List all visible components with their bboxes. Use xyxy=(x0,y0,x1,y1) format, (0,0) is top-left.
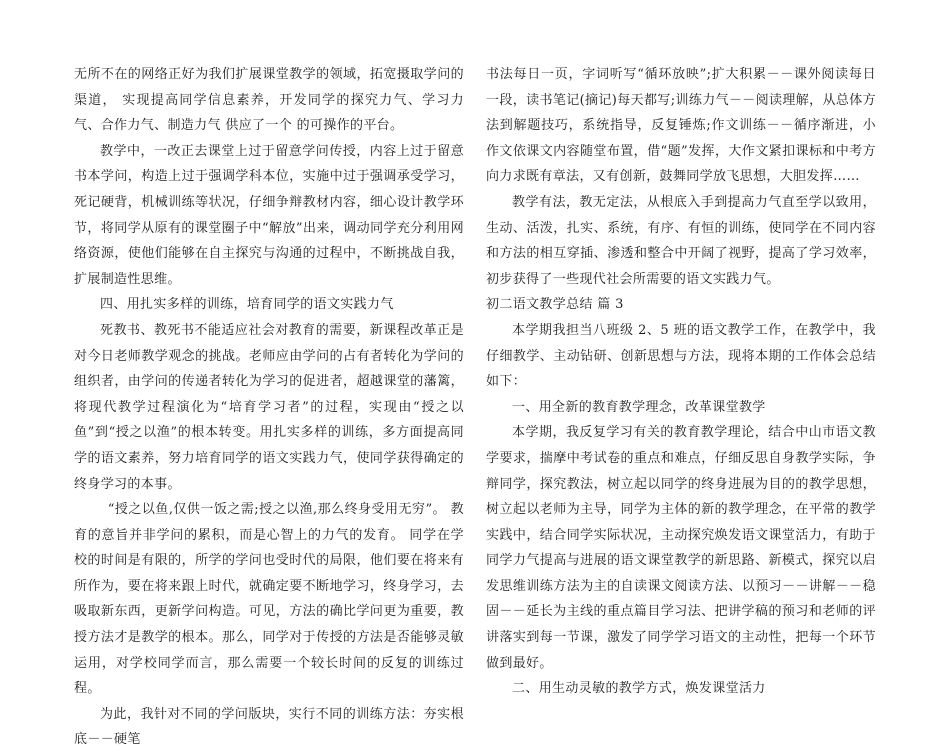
section-title: 初二语文教学总结 篇 3 xyxy=(486,297,624,313)
left-paragraph-2: 教学中，一改正去课堂上过于留意学问传授，内容上过于留意书本学问，构造上过于强调学科本位，实施中过于强调承受学习，死记硬背，机械训练等状况，仔细争辩教材内容，细心设计教学环节，将同学从原有的课堂圈子中“解放”出来，调动同学充分利用网络资源，使他们能够在自主探究与沟通的过程中，不断挑战自我，扩展制造性思维。 xyxy=(74,143,464,287)
right-column xyxy=(486,62,876,702)
right-heading-1: 一、用全新的教育教学理念，改革课堂教学 xyxy=(512,399,766,415)
left-paragraph-4: “授之以鱼,仅供一饭之需;授之以渔,那么终身受用无穷”。 教育的意旨并非学问的累积，而是心智上的力气的发育。 同学在学校的时间是有限的，所学的学问也受时代的局限，他们要在将来有所作为，要在将来跟上时代，就确定要不断地学习，终身学习，去吸取新东西，更新学问构造。可见，方法的确比学问更为重要，教授方法才是教学的根本。那么，同学对于传授的方法是否能够灵敏运用，对学校同学而言，那么需要一个较长时间的反复的训练过程。 xyxy=(74,502,464,697)
left-heading-4: 四、用扎实多样的训练，培育同学的语文实践力气 xyxy=(100,297,394,313)
right-paragraph-1: 书法每日一页，字词听写“循环放映”;扩大积累－－课外阅读每日一段，读书笔记(摘记)每天都写;训练力气－－阅读理解，从总体方法到解题技巧，系统指导，反复锤炼;作文训练－－循序渐进，小作文依课文内容随堂布置，借“题”发挥，大作文紧扣课标和中考方向力求既有章法，又有创新，鼓舞同学放飞思想，大胆发挥…… xyxy=(486,67,876,185)
right-paragraph-2: 教学有法，教无定法，从根底入手到提高力气直至学以致用，生动、活泼，扎实、系统，有序、有恒的训练，使同学在不同内容和方法的相互穿插、渗透和整合中开阔了视野，提高了学习效率，初步获得了一些现代社会所需要的语文实践力气。 xyxy=(486,194,876,287)
right-paragraph-4: 本学期，我反复学习有关的教育教学理论，结合中山市语文教学要求，揣摩中考试卷的重点和难点，仔细反思自身教学实际，争辩同学，探究教法，树立起以同学的终身进展为目的的教学思想，树立起以老师为主导，同学为主体的新的教学理念，在平常的教学实践中，结合同学实际状况，主动探究焕发语文课堂活力，有助于同学力气提高与进展的语文课堂教学的新思路、新模式，探究以启发思维训练方法为主的自读课文阅读方法、以预习－－讲解－－稳固－－延长为主线的重点篇目学习法、把讲学稿的预习和老师的评讲落实到每一节课，激发了同学学习语文的主动性，把每一个环节做到最好。 xyxy=(486,425,876,671)
left-paragraph-1: 无所不在的网络正好为我们扩展课堂教学的领域，拓宽摄取学问的渠道， 实现提高同学信息素养，开发同学的探究力气、学习力气、合作力气、制造力气 供应了一个 的可操作的平台。 xyxy=(74,67,464,134)
left-column xyxy=(74,62,464,753)
right-heading-2: 二、用生动灵敏的教学方式，焕发课堂活力 xyxy=(512,681,766,697)
left-paragraph-3: 死教书、教死书不能适应社会对教育的需要，新课程改革正是对今日老师教学观念的挑战。老师应由学问的占有者转化为学问的组织者，由学问的传递者转化为学习的促进者，超越课堂的藩篱，将现代教学过程演化为“培育学习者”的过程，实现由“授之以鱼”到“授之以渔”的根本转变。用扎实多样的训练，多方面提高同学的语文素养，努力培育同学的语文实践力气，使同学获得确定的终身学习的本事。 xyxy=(74,322,464,492)
right-paragraph-3: 本学期我担当八班级 2、5 班的语文教学工作，在教学中，我仔细教学、主动钻研、创新思想与方法，现将本期的工作体会总结如下： xyxy=(486,322,876,390)
left-paragraph-5: 为此，我针对不同的学问版块，实行不同的训练方法：夯实根底－－硬笔 xyxy=(74,706,464,748)
